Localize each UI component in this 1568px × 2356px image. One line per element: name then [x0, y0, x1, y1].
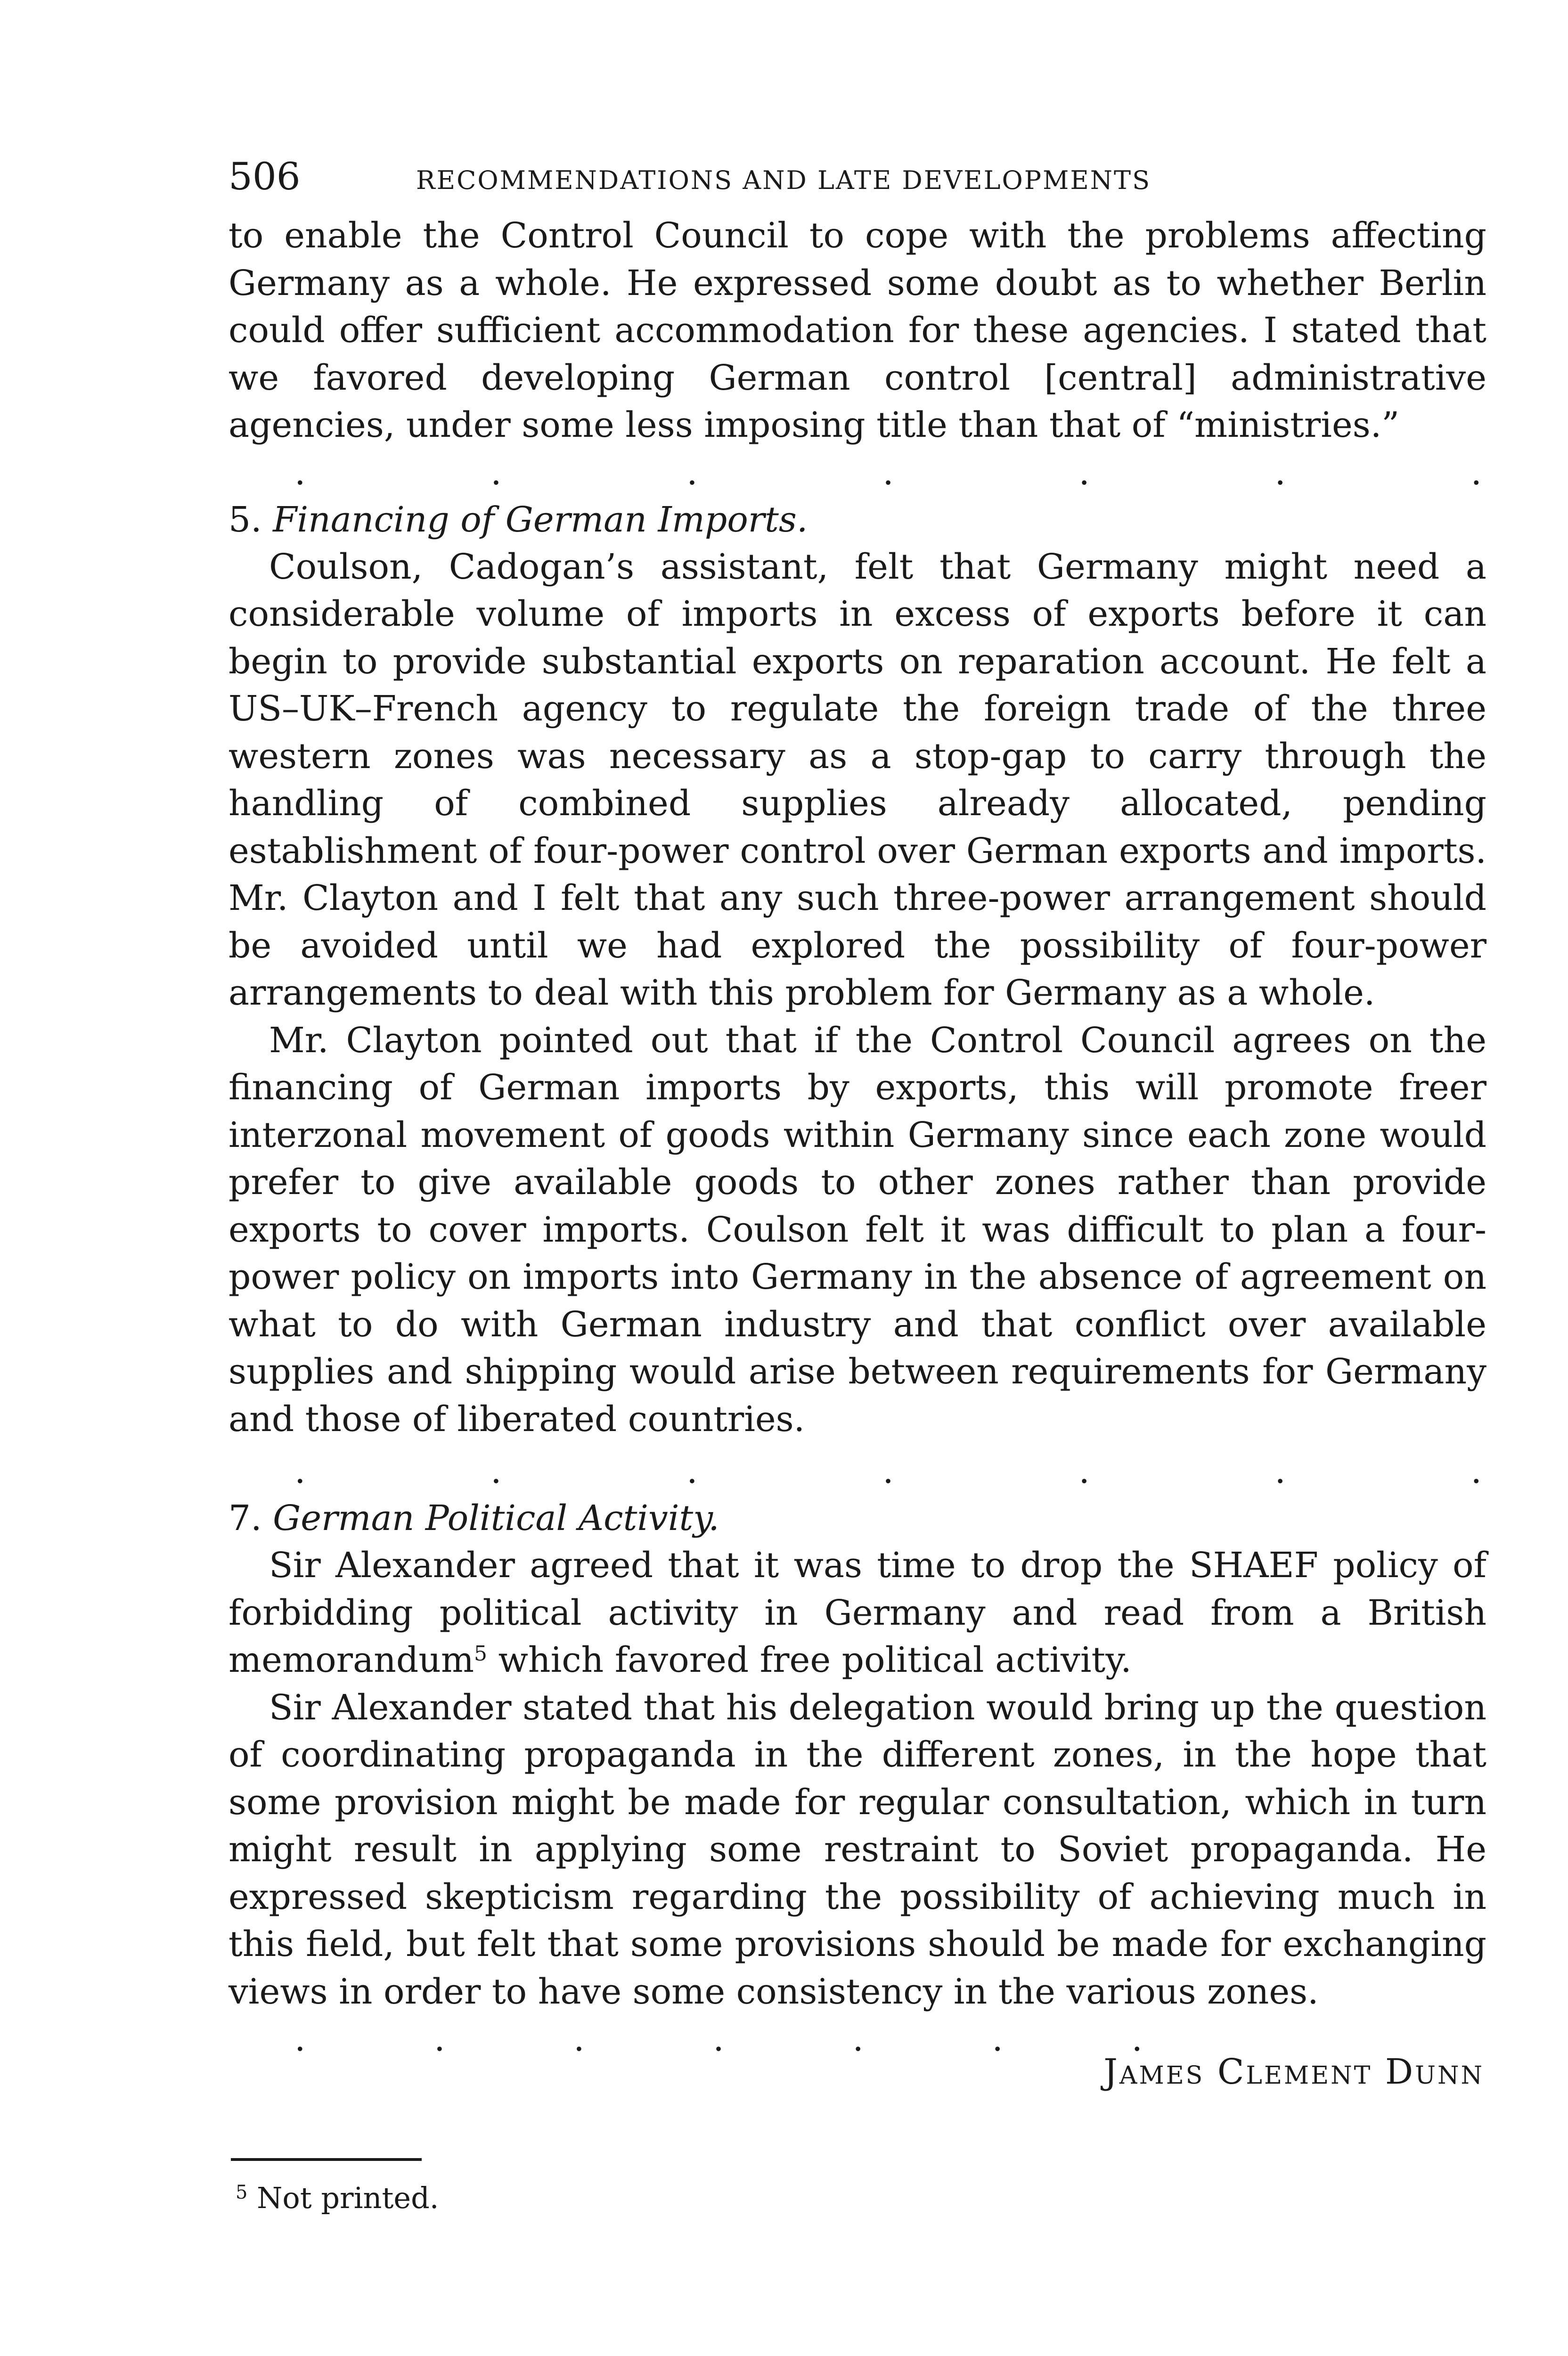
paragraph: Sir Alexander agreed that it was time to drop the SHAEF policy of forbidding political activity in Germany and read from a British memorandum$^5$ which favored free political activity.: [229, 1545, 1486, 1680]
footnote-rule: [231, 2158, 422, 2161]
opening-paragraph: to enable the Control Council to cope with the problems affecting Germany as a whole. He expressed some doubt as to whether Berlin could offer sufficient accommodation for these agencies. I stated that we favored developing German control [central] administrative agencies, under some less imposing title than that of “ministries.”: [229, 215, 1486, 445]
paragraph: Sir Alexander stated that his delegation would bring up the question of coordinating propaganda in the different zones, in the hope that some provision might be made for regular consultation, which in turn might result in applying some restraint to Soviet propaganda. He expressed skepticism regarding the possibility of achieving much in this field, but felt that some provisions should be made for exchanging views in order to have some consistency in the various zones.: [229, 1687, 1486, 2012]
paragraph: Coulson, Cadogan’s assistant, felt that Germany might need a considerable volume of imports in excess of exports before it can begin to provide substantial exports on reparation account. He felt a US–UK–French agency to regulate the foreign trade of the three western zones was necessary as a stop-gap to carry through the handling of combined supplies already allocated, pending establishment of four-power control over German exports and imports. Mr. Clayton and I felt that any such three-power arrangement should be avoided until we had explored the possibility of four-power arrangements to deal with this problem for Germany as a whole.: [229, 546, 1486, 1013]
footnote-marker: 5: [236, 2182, 248, 2203]
section-number: 5.: [229, 499, 262, 540]
section-number: 7.: [229, 1498, 262, 1538]
ellipsis-row: . . . . . . .: [294, 452, 1482, 493]
body-text: [229, 212, 1486, 2015]
page-number: 506: [229, 155, 301, 198]
paragraph: Mr. Clayton pointed out that if the Control Council agrees on the financing of German imports by exports, this will promote freer interzonal movement of goods within Germany since each zone would prefer to give available goods to other zones rather than provide exports to cover imports. Coulson felt it was difficult to plan a four-power policy on imports into Germany in the absence of agreement on what to do with German industry and that conflict over available supplies and shipping would arise between requirements for Germany and those of liberated countries.: [229, 1020, 1486, 1440]
closing-row: [229, 2015, 1486, 2092]
footnote-reference: 5: [474, 1642, 488, 1666]
ellipsis-row: . . . . . . .: [294, 1451, 1482, 1491]
running-title: RECOMMENDATIONS AND LATE DEVELOPMENTS: [416, 165, 1152, 195]
signature: James Clement Dunn: [1103, 2052, 1484, 2092]
running-header: [229, 155, 1486, 212]
footnote-text: Not printed.: [257, 2181, 439, 2215]
document-page: [229, 155, 1486, 2092]
section-heading-5: [229, 496, 1486, 543]
section-title: German Political Activity.: [273, 1498, 719, 1538]
ellipsis-row: . . . . . . .: [294, 2019, 1143, 2059]
footnote: [236, 2179, 439, 2217]
section-heading-7: [229, 1495, 1486, 1542]
section-title: Financing of German Imports.: [273, 499, 808, 540]
